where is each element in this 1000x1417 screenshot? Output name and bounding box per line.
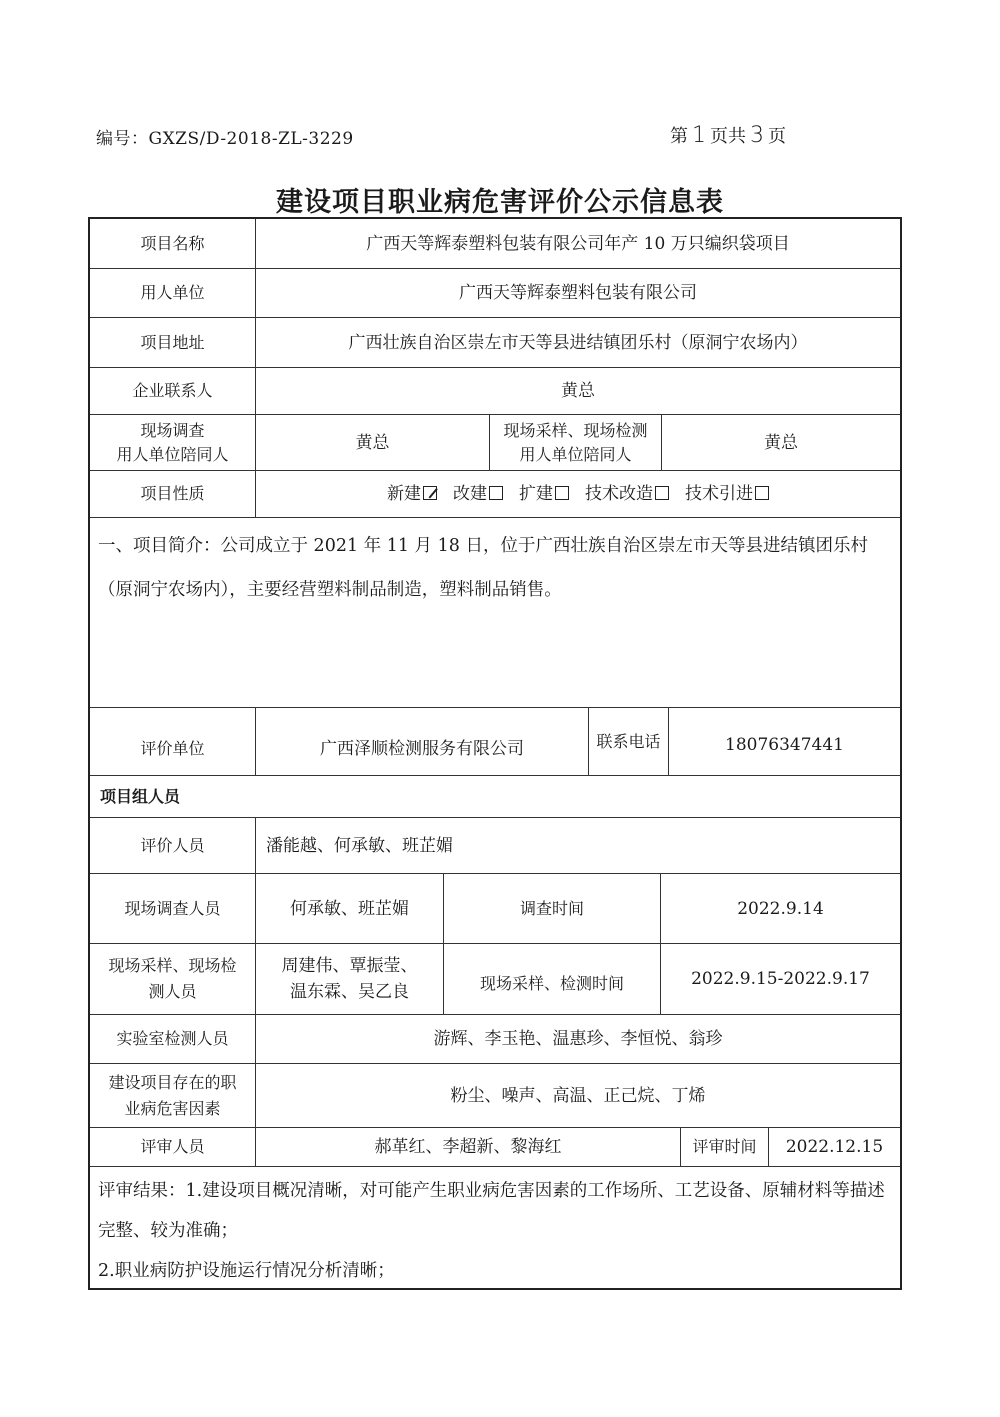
hazards-label-line1: 建设项目存在的职 [108, 1072, 237, 1092]
review-time-value: 2022.12.15 [768, 1128, 900, 1166]
option-new-build-label: 新建 [387, 484, 421, 504]
hazards-label [90, 1064, 255, 1127]
checkbox-checked-icon[interactable] [423, 486, 437, 500]
checkbox-empty-icon[interactable] [555, 486, 569, 500]
document-title: 建设项目职业病危害评价公示信息表 [276, 187, 724, 218]
sampling-staff-value-line2: 温东霖、吴乙良 [290, 982, 409, 1002]
survey-staff-label: 现场调查人员 [124, 898, 221, 918]
row-evaluator [90, 708, 900, 776]
address-label: 项目地址 [140, 332, 205, 352]
evaluation-staff-label: 评价人员 [140, 835, 205, 855]
row-review-result [90, 1167, 900, 1290]
project-name-value: 广西天等辉泰塑料包装有限公司年产 10 万只编织袋项目 [255, 219, 900, 268]
checkbox-empty-icon[interactable] [655, 486, 669, 500]
contact-label: 企业联系人 [132, 381, 213, 400]
evaluator-value: 广西泽顺检测服务有限公司 [255, 708, 588, 775]
review-time-label: 评审时间 [680, 1128, 768, 1166]
survey-staff-value: 何承敏、班芷媚 [255, 874, 443, 943]
row-survey-staff [90, 874, 900, 944]
sampling-staff-value [255, 944, 443, 1014]
checkbox-empty-icon[interactable] [755, 486, 769, 500]
review-result-line1: 评审结果：1.建设项目概况清晰，对可能产生职业病危害因素的工作场所、工艺设备、原辅材料等描述完整、较为准确； [98, 1181, 885, 1241]
sampling-time-label: 现场采样、检测时间 [443, 944, 660, 1014]
row-project-name [90, 219, 900, 269]
survey-time-value: 2022.9.14 [660, 874, 900, 943]
option-expansion[interactable] [519, 481, 585, 507]
hazards-label-line2: 业病危害因素 [124, 1098, 221, 1118]
option-tech-introduction[interactable] [685, 481, 769, 507]
sampling-time-value: 2022.9.15-2022.9.17 [660, 944, 900, 1014]
document-number: 编号：GXZS/D-2018-ZL-3229 [96, 129, 354, 149]
row-address [90, 318, 900, 368]
page-prefix: 第 [670, 126, 688, 147]
option-tech-introduction-label: 技术引进 [685, 484, 753, 504]
sampling-companion-label [489, 415, 661, 470]
contact-value: 黄总 [255, 368, 900, 414]
phone-value: 18076347441 [668, 708, 900, 775]
row-lab-staff [90, 1015, 900, 1064]
info-table [88, 217, 902, 1290]
option-tech-renovation[interactable] [585, 481, 685, 507]
option-expansion-label: 扩建 [519, 484, 553, 504]
survey-companion-value: 黄总 [255, 415, 489, 470]
row-sampling-staff [90, 944, 900, 1015]
sampling-companion-label-line1: 现场采样、现场检测 [503, 420, 648, 440]
review-result-line2: 2.职业病防护设施运行情况分析清晰； [98, 1261, 395, 1281]
page-mid: 页共 [710, 126, 746, 147]
survey-time-label: 调查时间 [443, 874, 660, 943]
row-contact [90, 368, 900, 415]
evaluator-label: 评价单位 [140, 738, 205, 758]
page-indicator [670, 122, 786, 148]
review-staff-value: 郝革红、李超新、黎海红 [255, 1128, 680, 1166]
project-nature-label: 项目性质 [140, 484, 205, 503]
team-header: 项目组人员 [100, 786, 181, 806]
employer-label: 用人单位 [140, 283, 205, 302]
sampling-staff-value-line1: 周建伟、覃振莹、 [281, 956, 418, 976]
sampling-companion-value: 黄总 [661, 415, 900, 470]
row-companions [90, 415, 900, 471]
row-evaluation-staff [90, 818, 900, 874]
evaluation-staff-value: 潘能越、何承敏、班芷媚 [255, 818, 900, 873]
page-total: 3 [750, 123, 764, 148]
row-project-intro [90, 518, 900, 708]
survey-companion-label-line2: 用人单位陪同人 [116, 444, 229, 464]
option-new-build[interactable] [387, 481, 453, 507]
review-result-text [98, 1171, 892, 1291]
row-review [90, 1128, 900, 1167]
row-project-nature [90, 471, 900, 518]
row-hazards [90, 1064, 900, 1128]
project-nature-options [255, 471, 900, 517]
sampling-staff-label-line2: 测人员 [148, 982, 197, 1001]
address-value: 广西壮族自治区崇左市天等县进结镇团乐村（原洞宁农场内） [255, 318, 900, 367]
checkbox-empty-icon[interactable] [489, 486, 503, 500]
survey-companion-label [90, 415, 255, 470]
option-tech-renovation-label: 技术改造 [585, 484, 653, 504]
project-intro-text: 一、项目简介：公司成立于 2021 年 11 月 18 日，位于广西壮族自治区崇左市天等县进结镇团乐村（原洞宁农场内），主要经营塑料制品制造，塑料制品销售。 [98, 536, 868, 600]
sampling-staff-label-line1: 现场采样、现场检 [108, 956, 237, 975]
option-rebuild[interactable] [453, 481, 519, 507]
phone-label: 联系电话 [588, 708, 668, 775]
row-employer [90, 269, 900, 318]
lab-staff-value: 游辉、李玉艳、温惠珍、李恒悦、翁珍 [255, 1015, 900, 1063]
survey-companion-label-line1: 现场调查 [140, 420, 205, 440]
option-rebuild-label: 改建 [453, 484, 487, 504]
sampling-staff-label [90, 944, 255, 1014]
sampling-companion-label-line2: 用人单位陪同人 [519, 444, 632, 464]
lab-staff-label: 实验室检测人员 [116, 1029, 229, 1048]
project-name-label: 项目名称 [140, 233, 205, 253]
page-current: 1 [692, 123, 706, 148]
hazards-value: 粉尘、噪声、高温、正己烷、丁烯 [255, 1064, 900, 1127]
row-team-header [90, 776, 900, 818]
page-suffix: 页 [768, 126, 786, 147]
employer-value: 广西天等辉泰塑料包装有限公司 [255, 269, 900, 317]
review-staff-label: 评审人员 [140, 1137, 205, 1156]
